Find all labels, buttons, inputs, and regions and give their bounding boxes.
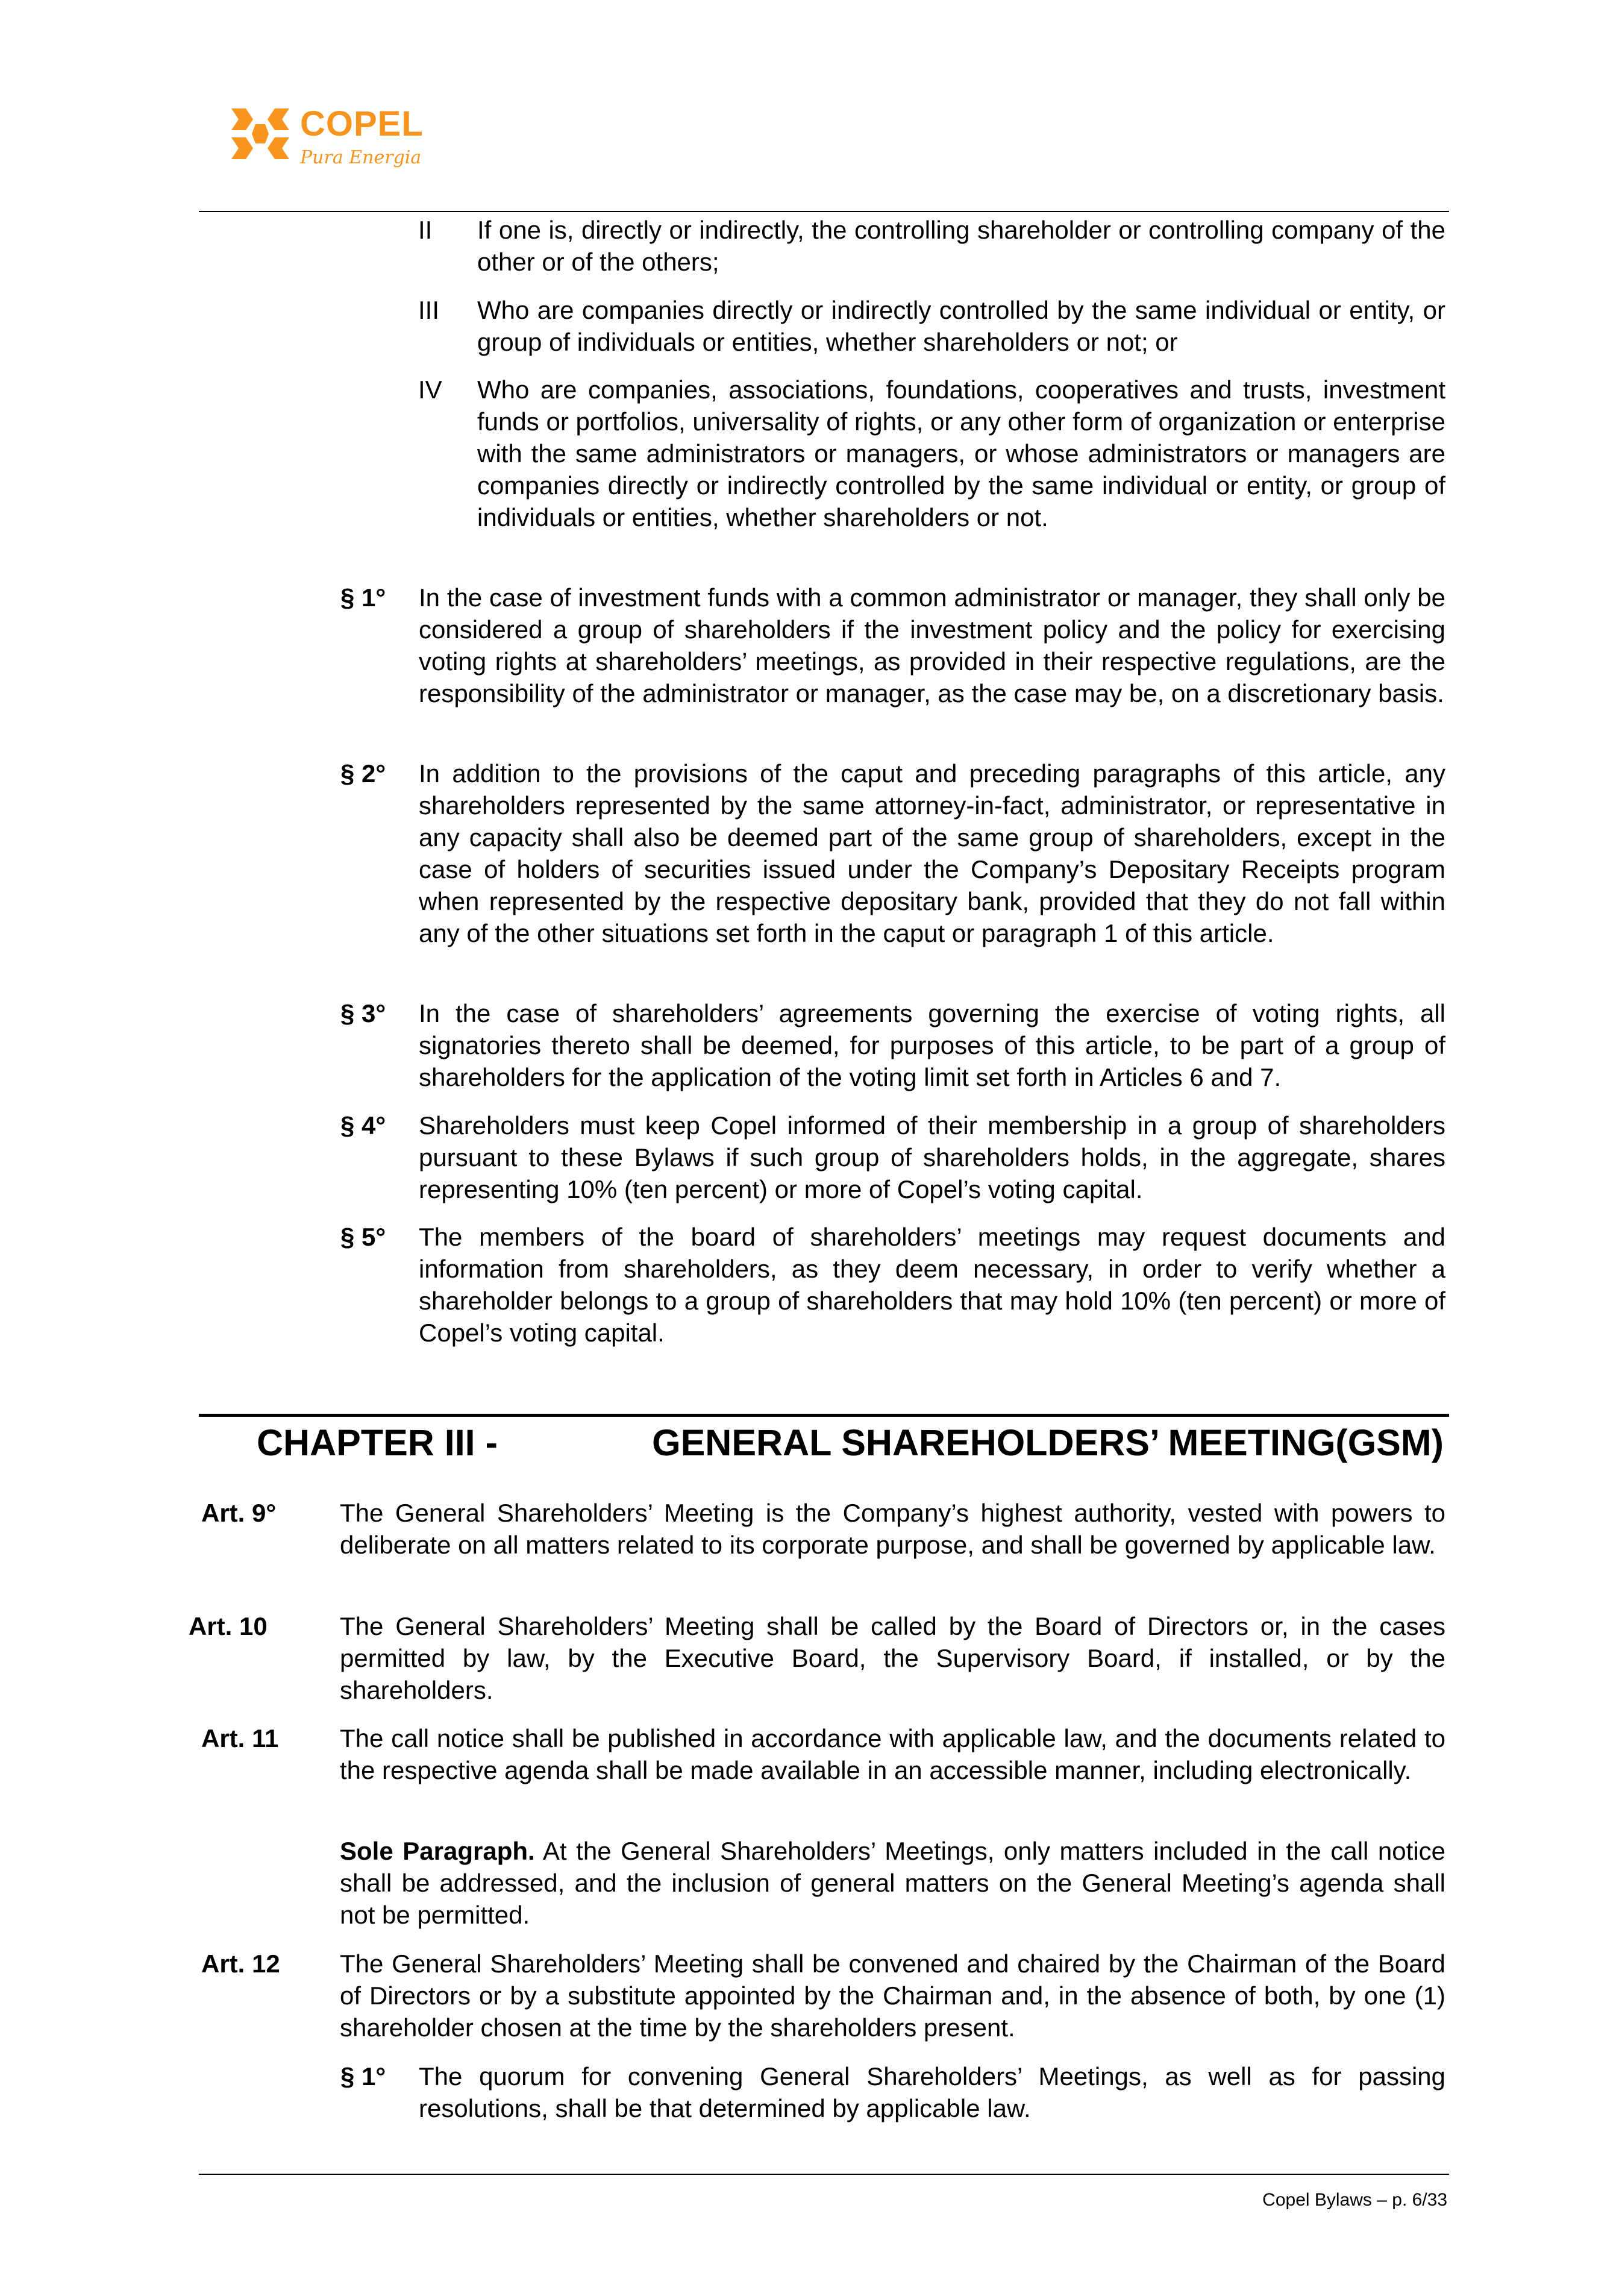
paragraph-text: In the case of investment funds with a common administrator or manager, they shall only be considered a group of shareholders if the investment policy and the policy for exercising voting rights at shareholders’ meetings, as provided in their respective regulations, are the responsibility of the administrator or manager, as the case may be, on a discretionary basis.: [419, 583, 1445, 707]
chapter-title: GENERAL SHAREHOLDERS’ MEETING(GSM): [652, 1422, 1444, 1463]
paragraph-text: The quorum for convening General Shareholders’ Meetings, as well as for passing resolutions, shall be that determined by applicable law.: [419, 2062, 1445, 2122]
paragraph-text: In addition to the provisions of the caput and preceding paragraphs of this article, any shareholders represented by the same attorney-in-fact, administrator, or representative in any capacity shall also be deemed part of the same group of shareholders, except in the case of holders of securities issued under the Company’s Depositary Receipts program when represented by the respective depositary bank, provided that they do not fall within any of the other situations set forth in the caput or paragraph 1 of this article.: [419, 759, 1445, 947]
page-footer: Copel Bylaws – p. 6/33: [1262, 2190, 1447, 2210]
copel-logo-icon: [229, 106, 292, 162]
paragraph-number: § 1°: [340, 583, 386, 612]
sole-paragraph-label: Sole Paragraph.: [340, 1837, 535, 1865]
footer-divider: [199, 2174, 1449, 2175]
sole-paragraph-body: At the General Shareholders’ Meetings, only matters included in the call notice shall be addressed, and the inclusion of general matters on the General Meeting’s agenda shall not be permitted.: [340, 1837, 1446, 1929]
article-number: Art. 10: [189, 1612, 268, 1640]
logo-wordmark: COPEL: [300, 104, 424, 143]
item-number: IV: [418, 375, 442, 404]
article-text: The call notice shall be published in accordance with applicable law, and the documents related to the respective agenda shall be made available in an accessible manner, including electronically.: [340, 1724, 1445, 1784]
article-number: Art. 11: [201, 1724, 279, 1752]
copel-logo: [229, 106, 428, 178]
article-text: The General Shareholders’ Meeting shall be called by the Board of Directors or, in the cases permitted by law, by the Executive Board, the Supervisory Board, if installed, or by the shareholders.: [340, 1612, 1445, 1704]
article-number: Art. 9°: [201, 1499, 277, 1527]
paragraph-number: § 5°: [340, 1223, 386, 1251]
item-number: II: [418, 216, 433, 244]
item-number: III: [418, 296, 440, 324]
item-text: Who are companies, associations, foundations, cooperatives and trusts, investment funds or portfolios, universality of rights, or any other form of organization or enterprise with the same administrators or managers, or whose administrators or managers are companies directly or indirectly controlled by the same individual or entity, or group of individuals or entities, whether shareholders or not.: [477, 375, 1445, 532]
item-text: Who are companies directly or indirectly controlled by the same individual or entity, or group of individuals or entities, whether shareholders or not; or: [477, 296, 1445, 356]
chapter-heading: [257, 1419, 1444, 1467]
sole-paragraph-text: [340, 1835, 1445, 1931]
paragraph-text: In the case of shareholders’ agreements governing the exercise of voting rights, all signatories thereto shall be deemed, for purposes of this article, to be part of a group of shareholders for the application of the voting limit set forth in Articles 6 and 7.: [419, 999, 1445, 1091]
paragraph-number: § 2°: [340, 759, 386, 788]
paragraph-text: Shareholders must keep Copel informed of their membership in a group of shareholders pursuant to these Bylaws if such group of shareholders holds, in the aggregate, shares representing 10% (ten percent) or more of Copel’s voting capital.: [419, 1111, 1445, 1203]
item-text: If one is, directly or indirectly, the controlling shareholder or controlling company of the other or of the others;: [477, 216, 1445, 276]
chapter-divider: [199, 1414, 1449, 1417]
paragraph-text: The members of the board of shareholders’ meetings may request documents and information from shareholders, as they deem necessary, in order to verify whether a shareholder belongs to a group of shareholders that may hold 10% (ten percent) or more of Copel’s voting capital.: [419, 1223, 1445, 1347]
logo-tagline: Pura Energia: [300, 147, 422, 168]
article-number: Art. 12: [201, 1949, 280, 1978]
article-text: The General Shareholders’ Meeting is the Company’s highest authority, vested with powers to deliberate on all matters related to its corporate purpose, and shall be governed by applicable law.: [340, 1499, 1445, 1559]
paragraph-number: § 3°: [340, 999, 386, 1027]
header-divider: [199, 211, 1449, 212]
paragraph-number: § 1°: [340, 2062, 386, 2091]
chapter-label: CHAPTER III -: [257, 1422, 498, 1463]
article-text: The General Shareholders’ Meeting shall be convened and chaired by the Chairman of the Board of Directors or by a substitute appointed by the Chairman and, in the absence of both, by one (1) shareholder chosen at the time by the shareholders present.: [340, 1949, 1445, 2042]
paragraph-number: § 4°: [340, 1111, 386, 1140]
